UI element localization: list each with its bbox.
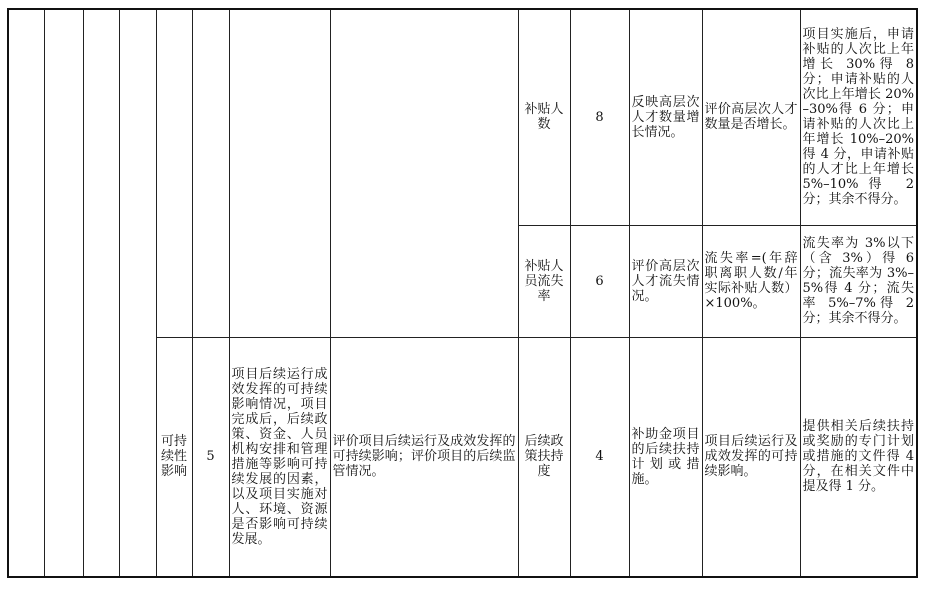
definition-cell: 项目后续运行成效发挥的可持续影响情况，项目完成后，后续政策、资金、人员机构安排和管理措施等影响可持续发展的因素，以及项目实施对人、环境、资源是否影响可持续发展。 [229, 337, 330, 577]
indicator-name-cell: 可持续性影响 [156, 337, 192, 577]
score-cell: 4 [570, 337, 629, 577]
explanation-cell: 补助金项目的后续扶持计划或措施。 [629, 337, 702, 577]
table-row-subsidy-count [8, 9, 917, 225]
col-level2-blank [83, 9, 119, 577]
sub-indicator-cell: 补贴人员流失率 [518, 225, 570, 337]
col-content-blank [330, 9, 518, 337]
scoring-cell: 流失率为 3%以下（含 3%）得 6 分；流失率为 3%–5%得 4 分；流失率 5%–7%得 2 分；其余不得分。 [800, 225, 917, 337]
col-level2-weight-blank [119, 9, 156, 577]
col-definition-blank [229, 9, 330, 337]
sub-indicator-cell: 补贴人数 [518, 9, 570, 225]
evaluation-indicator-table [7, 8, 918, 578]
col-level1-weight-blank [44, 9, 83, 577]
evaluation-table-wrapper [7, 8, 918, 578]
standard-cell: 流失率=(年辞职离职人数/年实际补贴人数）×100%。 [702, 225, 800, 337]
score-cell: 6 [570, 225, 629, 337]
indicator-weight-cell: 5 [192, 337, 229, 577]
score-cell: 8 [570, 9, 629, 225]
sub-indicator-cell: 后续政策扶持度 [518, 337, 570, 577]
scoring-cell: 项目实施后，申请补贴的人次比上年增长 30%得 8 分；申请补贴的人次比上年增长 20%–30%得 6 分；申请补贴的人次比上年增长 10%–20% 得 4 分，申请补贴的人才比上年增长 5%–10%得 2 分；其余不得分。 [800, 9, 917, 225]
standard-cell: 项目后续运行及成效发挥的可持续影响。 [702, 337, 800, 577]
explanation-cell: 反映高层次人才数量增长情况。 [629, 9, 702, 225]
col-level3-weight-blank [192, 9, 229, 337]
standard-cell: 评价高层次人才数量是否增长。 [702, 9, 800, 225]
content-cell: 评价项目后续运行及成效发挥的可持续影响；评价项目的后续监管情况。 [330, 337, 518, 577]
explanation-cell: 评价高层次人才流失情况。 [629, 225, 702, 337]
col-level1-blank [8, 9, 44, 577]
col-level3-blank [156, 9, 192, 337]
scoring-cell: 提供相关后续扶持或奖励的专门计划或措施的文件得 4 分，在相关文件中提及得 1 分。 [800, 337, 917, 577]
